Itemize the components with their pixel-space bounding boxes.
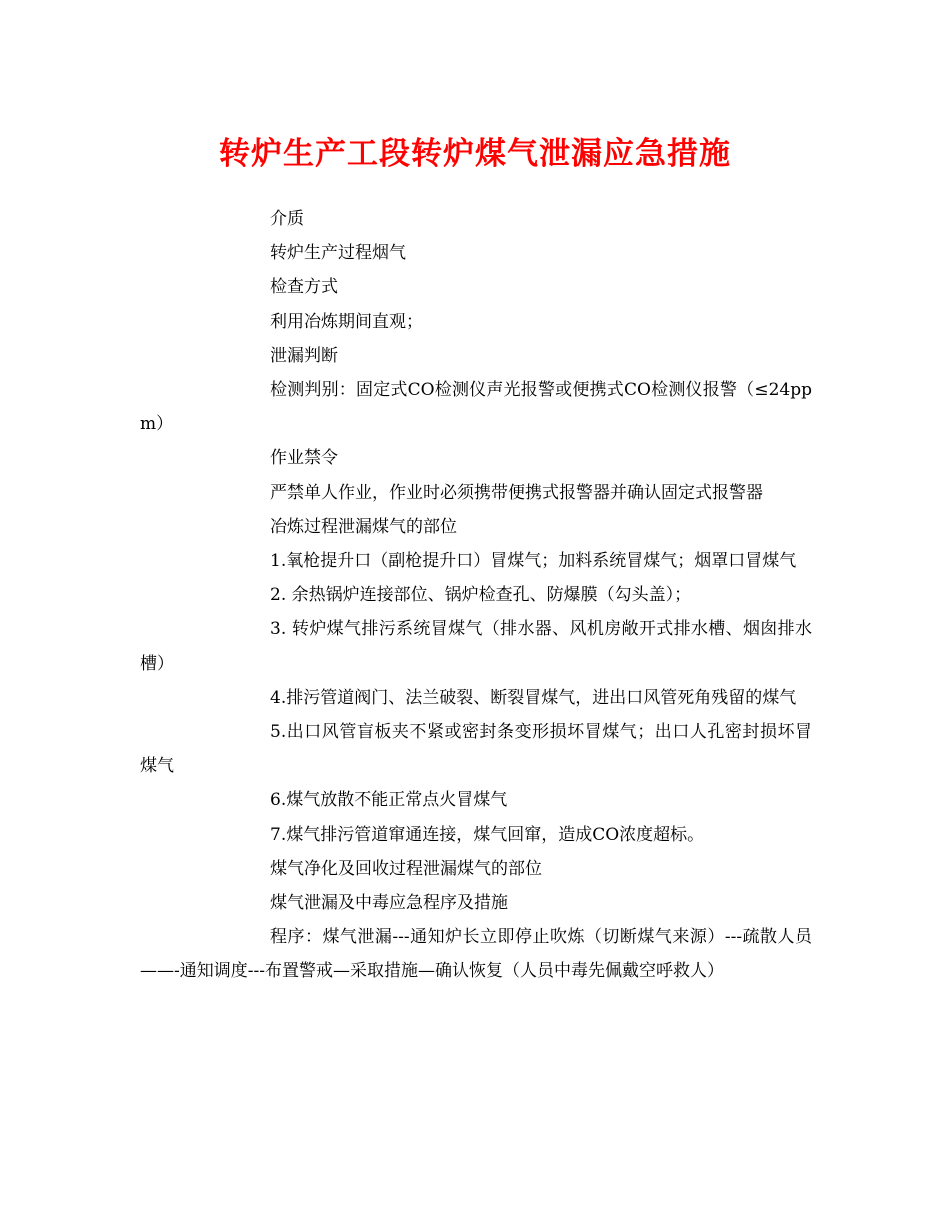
- paragraph-prohibition-heading: 作业禁令: [270, 448, 338, 469]
- paragraph-item-1: 1.氧枪提升口（副枪提升口）冒煤气；加料系统冒煤气；烟罩口冒煤气: [270, 551, 797, 572]
- paragraph-medium-text: 转炉生产过程烟气: [270, 243, 406, 264]
- paragraph-smelting-leak-heading: 冶炼过程泄漏煤气的部位: [270, 516, 457, 537]
- paragraph-purification-leak-heading: 煤气净化及回收过程泄漏煤气的部位: [270, 858, 542, 879]
- paragraph-inspection-heading: 检查方式: [270, 277, 338, 298]
- paragraph-procedure-text: 程序：煤气泄漏---通知炉长立即停止吹炼（切断煤气来源）---疏散人员——-通知调度---布置警戒—采取措施—确认恢复（人员中毒先佩戴空呼救人）: [140, 927, 812, 982]
- paragraph-item-7: 7.煤气排污管道窜通连接，煤气回窜，造成CO浓度超标。: [270, 824, 705, 845]
- paragraph-item-2: 2. 余热锅炉连接部位、锅炉检查孔、防爆膜（勾头盖）；: [270, 585, 692, 606]
- paragraph-leak-judgment-text: 检测判别：固定式CO检测仪声光报警或便携式CO检测仪报警（≤24ppm）: [140, 380, 812, 435]
- paragraph-emergency-heading: 煤气泄漏及中毒应急程序及措施: [270, 893, 508, 914]
- paragraph-prohibition-text: 严禁单人作业，作业时必须携带便携式报警器并确认固定式报警器: [270, 482, 763, 503]
- document-body: [140, 202, 812, 989]
- paragraph-medium-heading: 介质: [270, 209, 304, 229]
- document-title: 转炉生产工段转炉煤气泄漏应急措施: [219, 136, 731, 172]
- paragraph-item-6: 6.煤气放散不能正常点火冒煤气: [270, 790, 508, 811]
- paragraph-inspection-text: 利用冶炼期间直观；: [270, 311, 423, 332]
- paragraph-item-4: 4.排污管道阀门、法兰破裂、断裂冒煤气，进出口风管死角残留的煤气: [270, 687, 797, 708]
- paragraph-item-5: 5.出口风管盲板夹不紧或密封条变形损坏冒煤气；出口人孔密封损坏冒煤气: [140, 722, 812, 777]
- paragraph-leak-judgment-heading: 泄漏判断: [270, 345, 338, 366]
- paragraph-item-3: 3. 转炉煤气排污系统冒煤气（排水器、风机房敞开式排水槽、烟囱排水槽）: [140, 619, 812, 674]
